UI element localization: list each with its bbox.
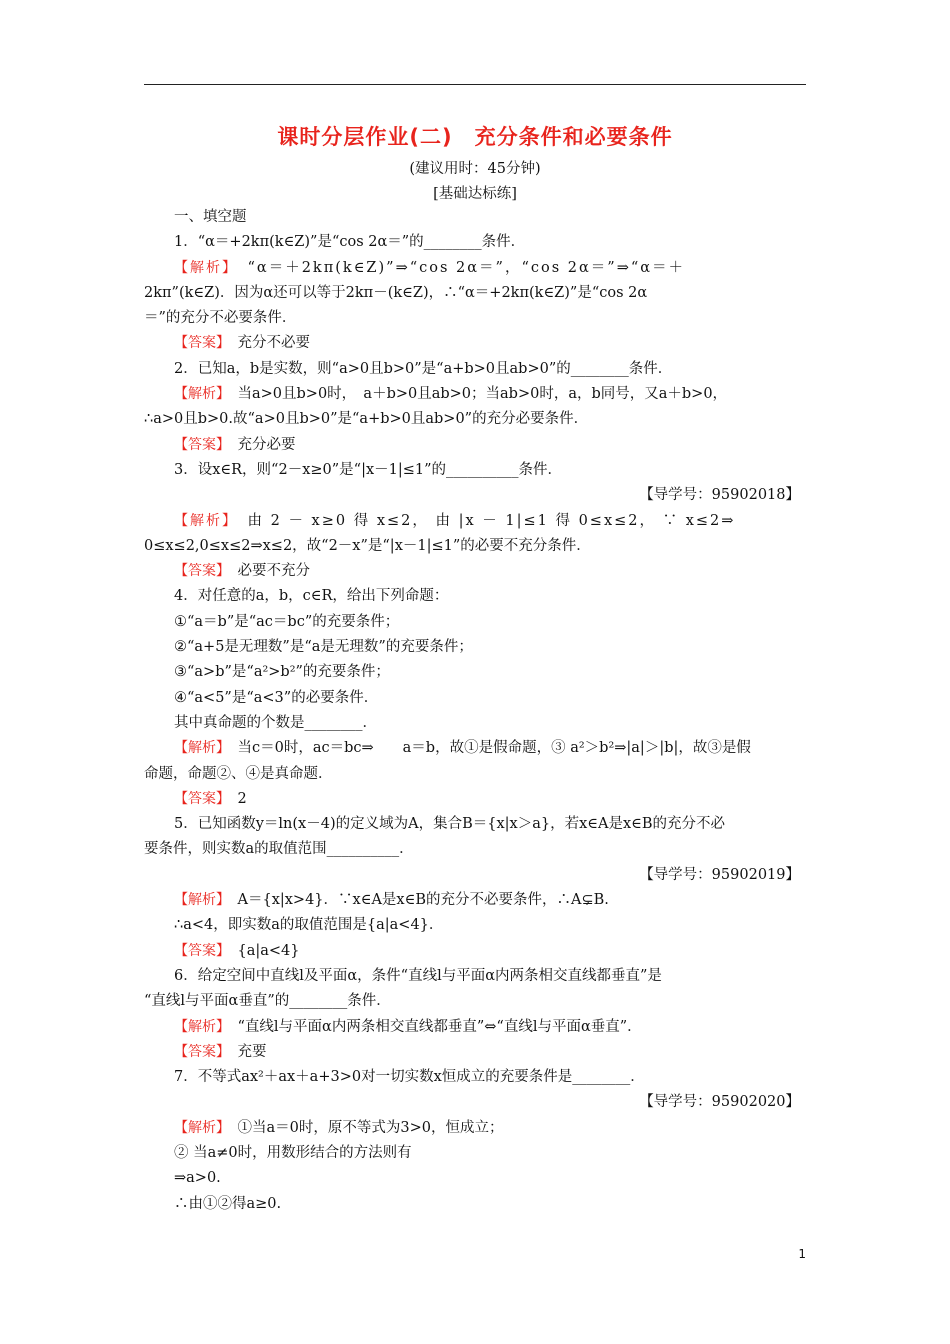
text-line <box>144 1090 806 1115</box>
line-text: 要条件，则实数a的取值范围__________． <box>144 841 414 858</box>
line-text: ④“a<5”是“a<3”的必要条件． <box>174 689 379 706</box>
line-text: 当a>0且b>0时， a＋b>0且ab>0；当ab>0时，a，b同号，又a＋b>0， <box>223 386 728 403</box>
text-line <box>144 483 806 508</box>
text-line <box>144 584 806 609</box>
line-text: “直线l与平面α内两条相交直线都垂直”⇔“直线l与平面α垂直”． <box>223 1018 642 1035</box>
time-note: (建议用时：45分钟) <box>409 161 541 177</box>
line-text: 【导学号：95902019】 <box>639 866 800 883</box>
text-line <box>144 306 806 331</box>
line-text: 1．“α＝+2kπ(k∈Z)”是“cos 2α＝”的________条件． <box>174 234 526 251</box>
text-line <box>144 913 806 938</box>
line-text: 【导学号：95902018】 <box>639 487 800 504</box>
answer-tag: 【答案】 <box>174 436 223 453</box>
line-text: 【导学号：95902020】 <box>639 1094 800 1111</box>
text-line <box>144 407 806 432</box>
answer-tag: 【答案】 <box>174 942 223 959</box>
answer-tag: 【答案】 <box>174 1043 223 1060</box>
line-text: 充分不必要 <box>223 335 310 352</box>
text-line <box>144 331 806 356</box>
text-line <box>144 256 806 281</box>
text-line <box>144 230 806 255</box>
line-text: 必要不充分 <box>223 563 310 580</box>
line-text: “直线l与平面α垂直”的________条件． <box>144 993 391 1010</box>
line-text: 5．已知函数y＝ln(x－4)的定义域为A，集合B＝{x|x＞a}，若x∈A是x∈B的充分不必 <box>174 816 726 833</box>
text-line <box>144 534 806 559</box>
line-text: 当c＝0时，ac＝bc⇒ a＝b，故①是假命题，③ a²＞b²⇒|a|＞|b|，故③是假 <box>223 740 751 757</box>
line-text: ②“a+5是无理数”是“a是无理数”的充要条件； <box>174 639 473 656</box>
text-line <box>144 863 806 888</box>
line-text: 一、填空题 <box>174 209 247 225</box>
text-line <box>144 1015 806 1040</box>
line-text: 3．设x∈R，则“2－x≥0”是“|x－1|≤1”的__________条件． <box>174 461 563 478</box>
line-text: ③“a>b”是“a²>b²”的充要条件； <box>174 664 390 681</box>
line-text: ② 当a≠0时，用数形结合的方法则有 <box>174 1144 412 1161</box>
text-line <box>144 382 806 407</box>
section-label: [基础达标练] <box>433 186 517 202</box>
line-text: A＝{x|x>4}．∵x∈A是x∈B的充分不必要条件，∴A⊊B. <box>223 892 609 909</box>
text-line <box>144 357 806 382</box>
answer-tag: 【答案】 <box>174 335 223 352</box>
line-text: ①“a＝b”是“ac＝bc”的充要条件； <box>174 613 400 630</box>
text-line <box>144 610 806 635</box>
text-line <box>144 812 806 837</box>
text-line <box>144 787 806 812</box>
line-text: 7．不等式ax²＋ax＋a+3>0对一切实数x恒成立的充要条件是________． <box>174 1069 645 1086</box>
text-line <box>144 989 806 1014</box>
page-title: 课时分层作业(二) 充分条件和必要条件 <box>277 125 673 149</box>
line-text: 2 <box>223 790 247 807</box>
line-text: 2．已知a，b是实数，则“a>0且b>0”是“a+b>0且ab>0”的________条件． <box>174 360 673 377</box>
analysis-tag: 【解析】 <box>174 740 223 757</box>
text-line <box>144 1166 806 1191</box>
text-line <box>144 762 806 787</box>
line-text: “α＝＋2kπ(k∈Z)”⇒“cos 2α＝”，“cos 2α＝”⇒“α＝＋ <box>231 259 686 276</box>
analysis-tag: 【解析】 <box>174 1119 223 1136</box>
text-line <box>144 509 806 534</box>
line-text: 其中真命题的个数是________． <box>174 714 377 731</box>
text-line <box>144 888 806 913</box>
text-line <box>144 711 806 736</box>
answer-tag: 【答案】 <box>174 790 223 807</box>
line-text: ∴a<4，即实数a的取值范围是{a|a<4}． <box>174 917 444 934</box>
analysis-tag: 【解析】 <box>174 1018 223 1035</box>
text-line <box>144 736 806 761</box>
line-text: 4．对任意的a，b，c∈R，给出下列命题： <box>174 588 449 605</box>
analysis-tag: 【解析】 <box>174 259 231 276</box>
line-text: ∴a>0且b>0.故“a>0且b>0”是“a+b>0且ab>0”的充分必要条件． <box>144 411 589 428</box>
text-line <box>144 660 806 685</box>
line-text: ⇒a>0. <box>174 1170 221 1187</box>
header-rule <box>144 84 806 85</box>
line-text: {a|a<4} <box>223 942 300 959</box>
analysis-tag: 【解析】 <box>174 892 223 909</box>
text-line <box>144 458 806 483</box>
text-line <box>144 1065 806 1090</box>
text-line <box>144 686 806 711</box>
line-text: 命题，命题②、④是真命题． <box>144 765 333 782</box>
text-line <box>144 1040 806 1065</box>
line-text: ∴由①②得a≥0. <box>174 1195 282 1212</box>
text-line <box>144 559 806 584</box>
exercise-content <box>144 205 806 1217</box>
text-line <box>144 635 806 660</box>
text-line <box>144 281 806 306</box>
text-line <box>144 1141 806 1166</box>
analysis-tag: 【解析】 <box>174 512 231 529</box>
analysis-tag: 【解析】 <box>174 386 223 403</box>
line-text: 0≤x≤2,0≤x≤2⇒x≤2，故“2－x”是“|x－1|≤1”的必要不充分条件． <box>144 537 591 554</box>
line-text: ＝”的充分不必要条件． <box>144 310 297 327</box>
text-line <box>144 939 806 964</box>
line-text: 由 2 － x≥0 得 x≤2， 由 |x － 1|≤1 得 0≤x≤2， ∵ x≤2⇒ <box>231 512 736 529</box>
line-text: 2kπ”(k∈Z)．因为α还可以等于2kπ－(k∈Z)，∴“α＝+2kπ(k∈Z)”是“cos 2α <box>144 284 648 301</box>
page-number: 1 <box>798 1247 806 1261</box>
line-text: 6．给定空间中直线l及平面α，条件“直线l与平面α内两条相交直线都垂直”是 <box>174 967 662 984</box>
text-line <box>144 1192 806 1217</box>
text-line <box>144 205 806 230</box>
line-text: 充要 <box>223 1043 267 1060</box>
text-line <box>144 1116 806 1141</box>
text-line <box>144 433 806 458</box>
line-text: 充分必要 <box>223 436 296 453</box>
line-text: ①当a＝0时，原不等式为3>0，恒成立； <box>223 1119 504 1136</box>
text-line <box>144 964 806 989</box>
answer-tag: 【答案】 <box>174 563 223 580</box>
text-line <box>144 837 806 862</box>
